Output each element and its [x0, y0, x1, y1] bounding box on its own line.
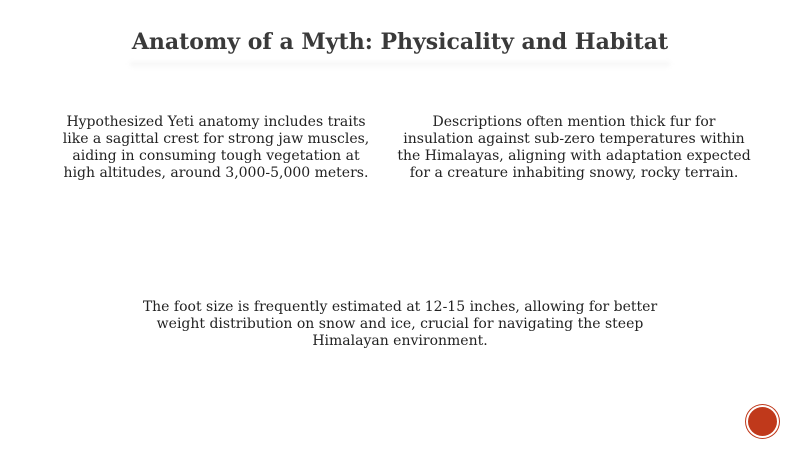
bottom-paragraph: The foot size is frequently estimated at 12-15 inches, allowing for better weight distribution on snow and ice, crucial for navigating the steep Himalayan environment. [142, 299, 658, 349]
slide-title: Anatomy of a Myth: Physicality and Habitat [131, 29, 669, 55]
left-paragraph: Hypothesized Yeti anatomy includes traits like a sagittal crest for strong jaw muscles, aiding in consuming tough vegetation at high altitudes, around 3,000-5,000 meters. [62, 114, 370, 181]
title-reflection [130, 62, 670, 68]
right-paragraph: Descriptions often mention thick fur for insulation against sub-zero temperatures within the Himalayas, aligning with adaptation expected for a creature inhabiting snowy, rocky terrain. [397, 114, 751, 181]
circle-nav-icon[interactable] [748, 407, 777, 436]
